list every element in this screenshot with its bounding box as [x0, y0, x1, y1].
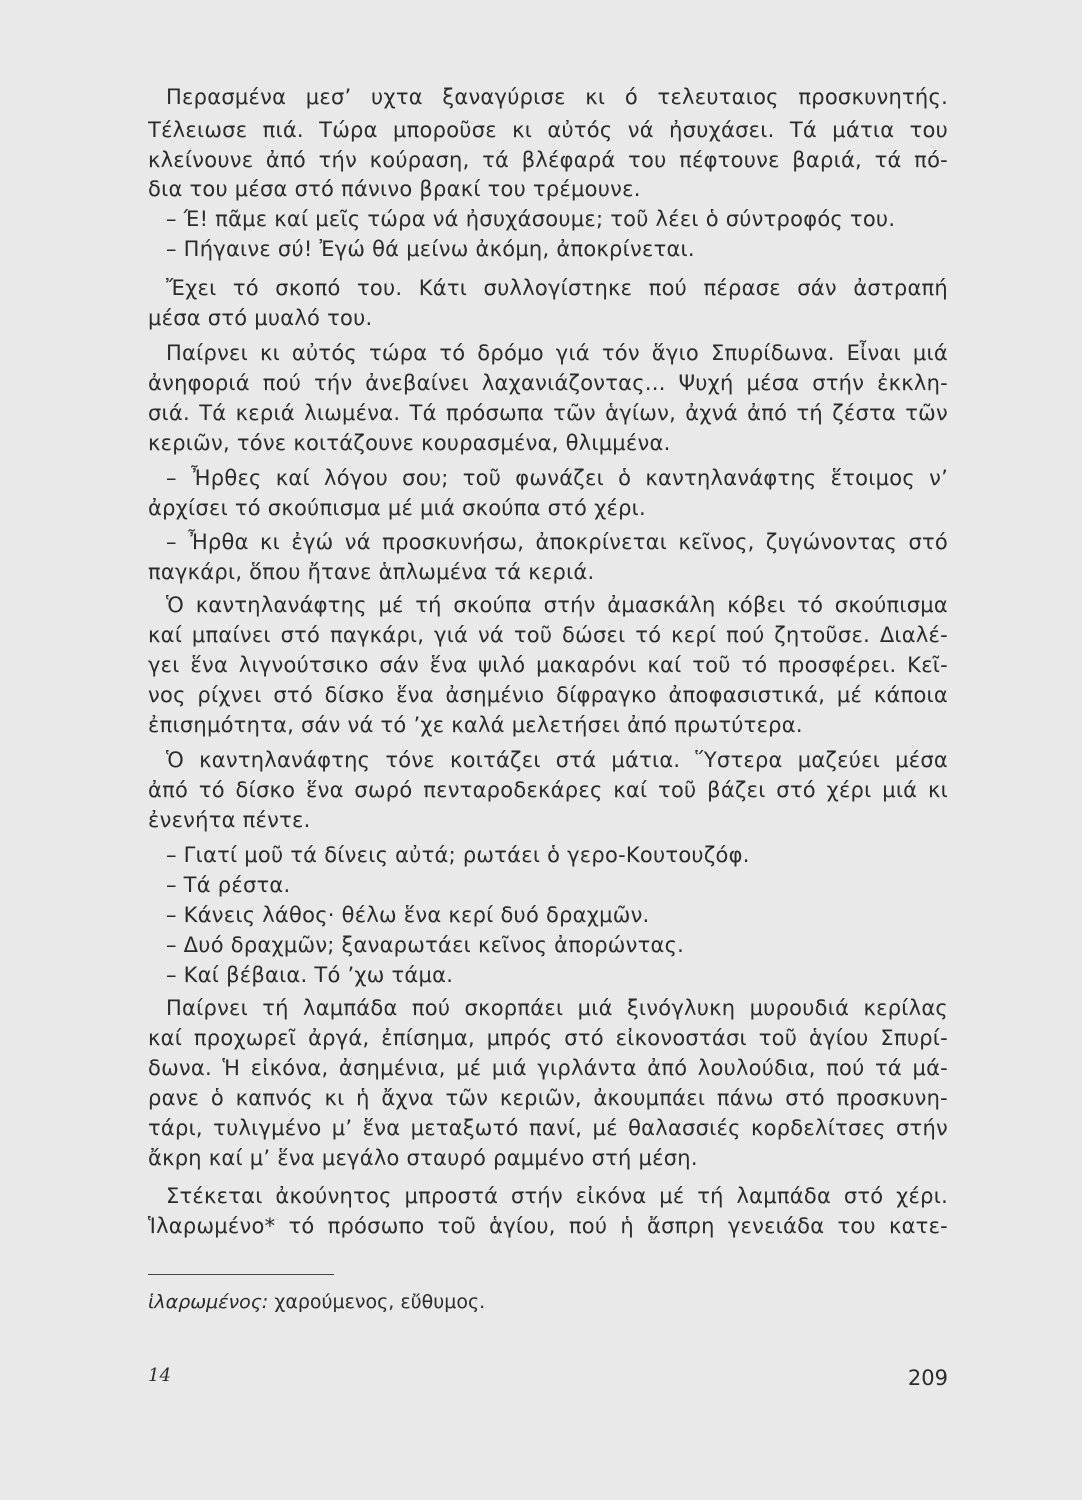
text-line: – Καί βέβαια. Τό ’χω τάμα. — [166, 963, 454, 987]
text-line: – Τά ρέστα. — [166, 873, 291, 897]
text-line: ἀνηφοριά πού τήν ἀνεβαίνει λαχανιάζοντας... Ψυχή μέσα στήν ἐκκλη- — [148, 371, 948, 395]
text-line: κλείνουνε ἀπό τήν κούραση, τά βλέφαρά του πέφτουνε βαριά, τά πό- — [148, 148, 948, 172]
text-line: Περασμένα μεσ’ υχτα ξαναγύρισε κι ό τελευταιος προσκυνητής. — [166, 85, 948, 109]
footnote — [148, 1288, 485, 1316]
text-line: καί προχωρεῖ ἀργά, ἐπίσημα, μπρός στό εἰκονοστάσι τοῦ ἁγίου Σπυρί- — [148, 1026, 948, 1050]
text-line: Τέλειωσε πιά. Τώρα μποροῦσε κι αὐτός νά ἠσυχάσει. Τά μάτια του — [148, 118, 948, 142]
text-line: ἀπό τό δίσκο ἕνα σωρό πενταροδεκάρες καί τοῦ βάζει στό χέρι μιά κι — [148, 778, 948, 802]
text-line: παγκάρι, ὅπου ἤτανε ἁπλωμένα τά κεριά. — [148, 560, 595, 584]
text-line: καί μπαίνει στό παγκάρι, γιά νά τοῦ δώσει τό κερί πού ζητοῦσε. Διαλέ- — [148, 623, 948, 647]
text-line: – Δυό δραχμῶν; ξαναρωτάει κεῖνος ἀπορώντας. — [166, 933, 685, 957]
text-line: κεριῶν, τόνε κοιτάζουνε κουρασμένα, θλιμμένα. — [148, 431, 671, 455]
footnote-term: ἱλαρωμένος: — [148, 1291, 269, 1313]
signature-mark: 14 — [148, 1365, 171, 1386]
footnote-rule — [148, 1274, 334, 1275]
text-line: Ὁ καντηλανάφτης τόνε κοιτάζει στά μάτια. Ὕστερα μαζεύει μέσα — [166, 748, 948, 772]
text-line: – Γιατί μοῦ τά δίνεις αὐτά; ρωτάει ὁ γερο-Κουτουζόφ. — [166, 843, 750, 867]
text-line: σιά. Τά κεριά λιωμένα. Τά πρόσωπα τῶν ἁγίων, ἀχνά ἀπό τή ζέστα τῶν — [148, 401, 948, 425]
text-line: – Ἦρθες καί λόγου σου; τοῦ φωνάζει ὁ καντηλανάφτης ἕτοιμος ν’ — [166, 466, 948, 490]
text-line: ἀρχίσει τό σκούπισμα μέ μιά σκούπα στό χέρι. — [148, 496, 646, 520]
text-line: Ὁ καντηλανάφτης μέ τή σκούπα στήν ἀμασκάλη κόβει τό σκούπισμα — [166, 593, 948, 617]
text-line: Ἱλαρωμένο* τό πρόσωπο τοῦ ἁγίου, πού ἡ ἄσπρη γενειάδα του κατε- — [148, 1214, 948, 1238]
text-line: Στέκεται ἀκούνητος μπροστά στήν εἰκόνα μέ τή λαμπάδα στό χέρι. — [166, 1184, 948, 1208]
text-line: γει ἕνα λιγνούτσικο σάν ἕνα ψιλό μακαρόνι καί τοῦ τό προσφέρει. Κεῖ- — [148, 653, 948, 677]
text-line: νος ρίχνει στό δίσκο ἕνα ἀσημένιο δίφραγκο ἀποφασιστικά, μέ κάποια — [148, 683, 948, 707]
footnote-definition: χαρούμενος, εὔθυμος. — [274, 1291, 486, 1313]
text-line: τάρι, τυλιγμένο μ’ ἕνα μεταξωτό πανί, μέ θαλασσιές κορδελίτσες στήν — [148, 1116, 948, 1140]
text-line: – Έ! πᾶμε καί μεῖς τώρα νά ἠσυχάσουμε; τοῦ λέει ὁ σύντροφός του. — [166, 207, 896, 231]
text-line: ἐνενήτα πέντε. — [148, 808, 311, 832]
text-line: ἄκρη καί μ’ ἕνα μεγάλο σταυρό ραμμένο στή μέση. — [148, 1146, 698, 1170]
text-line: Ἔχει τό σκοπό του. Κάτι συλλογίστηκε πού πέρασε σάν ἀστραπή — [166, 276, 948, 300]
text-line: Παίρνει κι αὐτός τώρα τό δρόμο γιά τόν ἅγιο Σπυρίδωνα. Εἶναι μιά — [166, 341, 948, 365]
text-line: ἐπισημότητα, σάν νά τό ’χε καλά μελετήσει ἀπό πρωτύτερα. — [148, 713, 803, 737]
text-line: – Κάνεις λάθος· θέλω ἕνα κερί δυό δραχμῶν. — [166, 903, 650, 927]
text-line: ρανε ὁ καπνός κι ἡ ἄχνα τῶν κεριῶν, ἀκουμπάει πάνω στό προσκυνη- — [148, 1086, 948, 1110]
text-line: Παίρνει τή λαμπάδα πού σκορπάει μιά ξινόγλυκη μυρουδιά κερίλας — [166, 996, 948, 1020]
text-line: – Πήγαινε σύ! Ἐγώ θά μείνω ἀκόμη, ἀποκρίνεται. — [166, 237, 695, 261]
text-line: δια του μέσα στό πάνινο βρακί του τρέμουνε. — [148, 177, 641, 201]
page-number: 209 — [907, 1366, 948, 1390]
text-line: δωνα. Ἡ εἰκόνα, ἀσημένια, μέ μιά γιρλάντα ἀπό λουλούδια, πού τά μά- — [148, 1056, 948, 1080]
text-line: μέσα στό μυαλό του. — [148, 306, 373, 330]
text-line: – Ἦρθα κι ἐγώ νά προσκυνήσω, ἀποκρίνεται κεῖνος, ζυγώνοντας στό — [166, 530, 948, 554]
